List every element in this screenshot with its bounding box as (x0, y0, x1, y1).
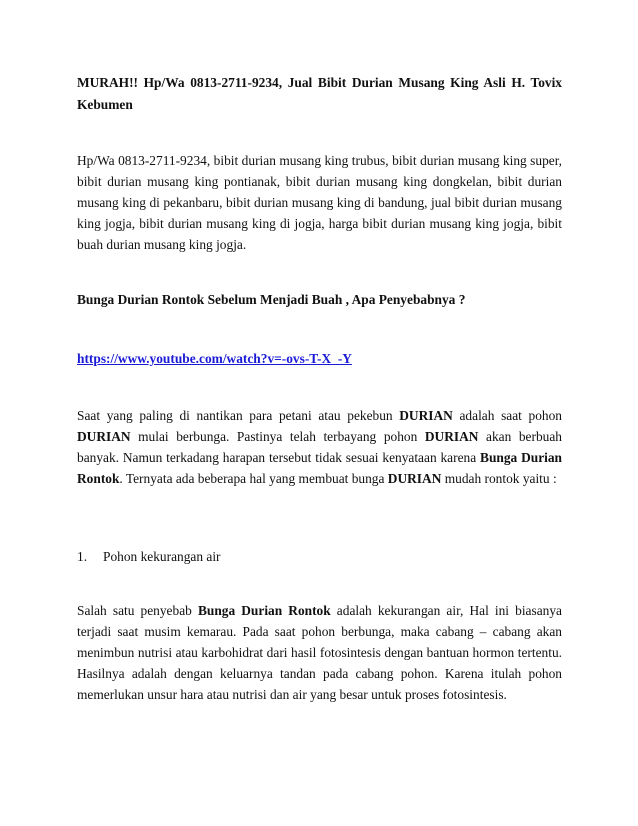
list-number: 1. (77, 549, 88, 564)
bold-durian: DURIAN (77, 429, 131, 444)
document-title: MURAH!! Hp/Wa 0813-2711-9234, Jual Bibit Durian Musang King Asli H. Tovix Kebumen (77, 75, 562, 112)
text-run: adalah kekurangan air, Hal ini biasanya terjadi saat musim kemarau. Pada saat pohon berbunga, maka cabang – cabang akan menimbun nutrisi atau karbohidrat dari hasil fotosintesis dengan bantuan hormon tertentu. Hasilnya adalah dengan keluarnya tandan pada cabang pohon. Karena itulah pohon memerlukan unsur hara atau nutrisi dan air yang besar untuk proses fotosintesis. (77, 603, 562, 702)
bold-bunga-durian-rontok: Bunga Durian Rontok (197, 603, 331, 618)
youtube-link[interactable]: https://www.youtube.com/watch?v=-ovs-T-X_-Y (77, 351, 352, 366)
text-run: mulai berbunga. Pastinya telah terbayang pohon (130, 429, 425, 444)
paragraph-kekurangan-air (77, 600, 562, 705)
list-text: Pohon kekurangan air (103, 549, 221, 564)
section-heading: Bunga Durian Rontok Sebelum Menjadi Buah , Apa Penyebabnya ? (77, 292, 466, 307)
text-run: akan berbuah banyak. Namun terkadang harapan tersebut tidak sesuai kenyataan karena (77, 429, 562, 465)
text-run: . Ternyata ada beberapa hal yang membuat bunga (119, 471, 388, 486)
text-run: Salah satu penyebab (77, 603, 198, 618)
text-run: mudah rontok yaitu : (441, 471, 557, 486)
text-run: Saat yang paling di nantikan para petani atau pekebun (77, 408, 400, 423)
list-item (77, 546, 562, 567)
bold-bunga-durian-rontok: Bunga Durian Rontok (77, 450, 562, 486)
bold-durian: DURIAN (399, 408, 453, 423)
intro-paragraph: Hp/Wa 0813-2711-9234, bibit durian musang king trubus, bibit durian musang king super, bibit durian musang king pontianak, bibit durian musang king dongkelan, bibit durian musang king di pekanbaru, bibit durian musang king di bandung, jual bibit durian musang king jogja, bibit durian musang king di jogja, harga bibit durian musang king jogja, bibit buah durian musang king jogja. (77, 153, 562, 252)
bold-durian: DURIAN (387, 471, 442, 486)
bold-durian: DURIAN (424, 429, 479, 444)
paragraph-bunga-rontok (77, 405, 562, 489)
text-run: adalah saat pohon (452, 408, 562, 423)
